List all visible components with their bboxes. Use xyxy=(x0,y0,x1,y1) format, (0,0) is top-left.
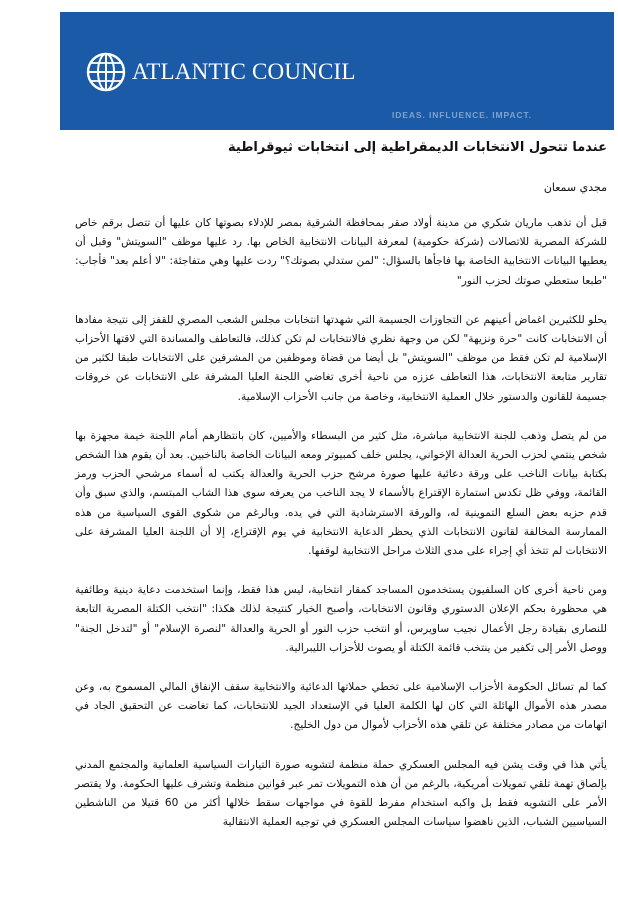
article-paragraph: يحلو للكثيرين اغماض أعينهم عن التجاوزات الجسيمة التي شهدتها انتخابات مجلس الشعب المصري للقفز إلى نتيجة مفادها أن الانتخابات كانت "حرة ونزيهة" لكن من وجهة نظري فالانتخابات لم تكن كذلك، فالتعاطف والمساندة التي لاقتها الأحزاب الإسلامية لم تكن فقط من موظف "السويتش" بل أيضا من قضاة وموظفين من المشرفين على الانتخابات طبقا لكثير من تقارير متابعة الانتخابات، هذا التعاطف عززه من ناحية أخرى تغاضي اللجنة العليا المشرفة على الانتخابات عن خروقات جسيمة للقانون والدستور خلال العملية الانتخابية، وخاصة من جانب الأحزاب الإسلامية. xyxy=(75,313,607,403)
article-paragraph: من لم يتصل وذهب للجنة الانتخابية مباشرة، مثل كثير من البسطاء والأميين، كان بانتظارهم أمام اللجنة خيمة مجهزة بها شخص ينتمي لحزب الحرية العدالة الإخواني، يجلس خلف كمبيوتر ومعه البيانات الخاصة بالناخبين. بعد أن يقوم هذا الشخص بكتابة بيانات الناخب على ورقة دعائية عليها صورة مرشح حزب الحرية والعدالة يكتب له أسماء مرشحي الحزب ورمز القائمة، ووفي ظل تكدس استمارة الإقتراع بالأسماء لا يجد الناخب من يعرفه سوى هذا الشاب المبتسم، والذي سبق وأن قدم حزبه بعض السلع التموينية له، والورقة الاسترشادية التي في يده. وبالرغم من شكوى القوى السياسية من هذه الممارسة المخالفة لقانون الانتخابات الذي يحظر الدعاية الانتخابية في يوم الإقتراع، إلا أن اللجنة العليا المشرفة على الانتخابات لم تتخذ أي إجراء على مدى الثلاث مراحل الانتخابية لوقفها. xyxy=(75,429,607,558)
tagline: IDEAS. INFLUENCE. IMPACT. xyxy=(392,110,532,120)
article xyxy=(75,140,607,843)
article-paragraph: كما لم تسائل الحكومة الأحزاب الإسلامية على تخطي حملاتها الدعائية والانتخابية سقف الإنفاق المالي المسموح به، وعن مصدر هذه الأموال الهائلة التي كان لها الكلمة العليا في الإستعداد الجيد للانتخابات، كما تغاضت عن التحقيق الجاد في اتهامات من مصادر مختلفة عن تلقي هذه الأحزاب لأموال من دول الخليج. xyxy=(75,681,607,732)
article-paragraph: قبل أن تذهب ماريان شكري من مدينة أولاد صقر بمحافظة الشرقية بمصر للإدلاء بصوتها كان عليها أن تتصل برقم خاص للشركة المصرية للاتصالات (شركة حكومية) لمعرفة البيانات الانتخابية الخاص بها. رد عليها موظف "السويتش" وقبل أن يعطيها البيانات الانتخابية الخاصة بها فاجأها بالسؤال: "لمن ستدلي بصوتك؟" ردت عليها وهي متفاجئة: "لا أعلم بعد" فأجاب: "طبعا ستعطي صوتك لحزب النور" xyxy=(75,217,607,287)
article-paragraph: ومن ناحية أخرى كان السلفيون يستخدمون المساجد كمقار انتخابية، ليس هذا فقط، وإنما استخدمت دعاية دينية وطائفية هي محظورة بحكم الإعلان الدستوري وقانون الانتخابات، وأصبح الخيار كنتيجة لذلك هكذا: "انتخب الكتلة المصرية التابعة للنصارى بقيادة رجل الأعمال نجيب ساويرس، أو انتخب حزب النور أو الحرية والعدالة "لنصرة الإسلام" أو "لتدخل الجنة" ووصل الأمر إلى تكفير من ينتخب قائمة الكتلة أو يصوت للأحزاب الليبرالية. xyxy=(75,584,607,654)
logo-text: ATLANTIC COUNCIL xyxy=(132,59,356,84)
globe-icon xyxy=(86,52,126,92)
article-paragraph: يأتي هذا في وقت يشن فيه المجلس العسكري حملة منظمة لتشويه صورة التيارات السياسية العلمانية والمجتمع المدني بإلصاق تهمة تلقي تمويلات أمريكية، بالرغم من أن هذه التمويلات تمر عبر قوانين منظمة وتشرف عليها الحكومة. ولا يقتصر الأمر على التشويه فقط بل واكبه استخدام مفرط للقوة في مواجهات سقط خلالها أكثر من 60 قتيلا من الناشطين السياسيين الشباب، الذين ناهضوا سياسات المجلس العسكري في توجيه العملية الانتقالية xyxy=(75,758,607,829)
article-title: عندما تتحول الانتخابات الديمقراطية إلى انتخابات ثيوقراطية xyxy=(228,140,607,155)
article-author: مجدي سمعان xyxy=(543,181,607,194)
logo[interactable] xyxy=(86,52,356,92)
